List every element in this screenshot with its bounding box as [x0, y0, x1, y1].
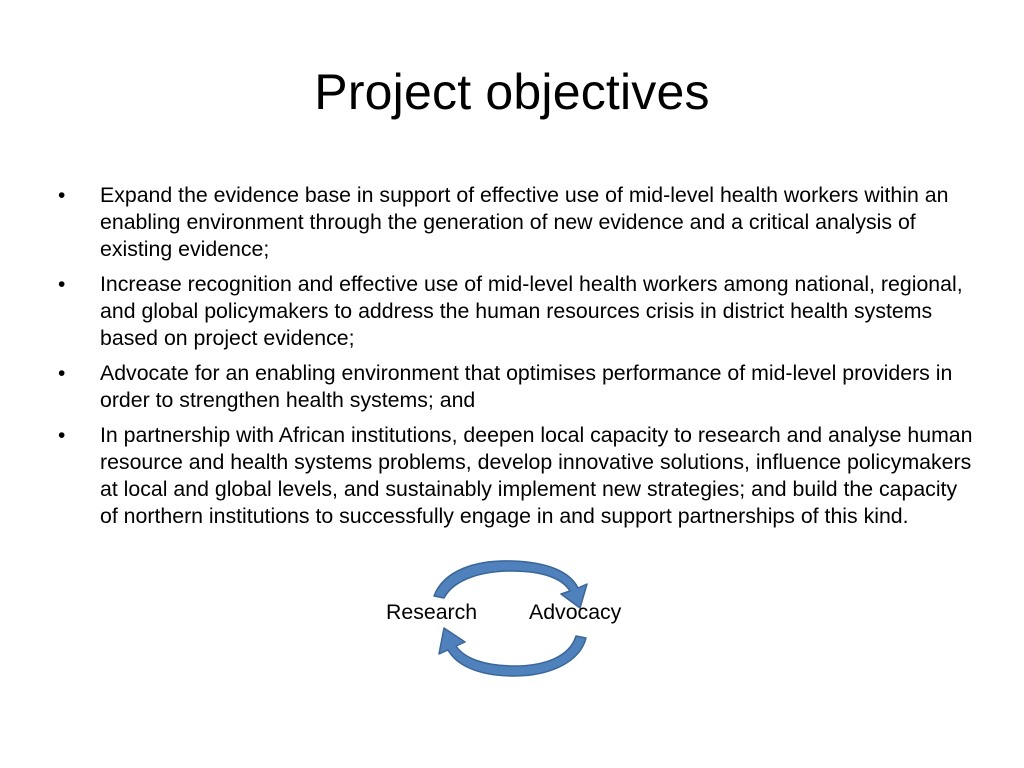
bullet-icon: • [58, 273, 66, 296]
advocacy-label: Advocacy [529, 600, 622, 624]
slide-title: Project objectives [314, 64, 710, 120]
list-item [56, 271, 976, 352]
bullet-icon: • [58, 184, 66, 207]
bullet-text: Increase recognition and effective use of mid-level health workers among national, regional, and global policymakers to address the human resources crisis in district health systems based on project evidence; [100, 272, 963, 350]
research-advocacy-cycle [380, 558, 650, 680]
bullet-icon: • [58, 424, 66, 447]
list-item [56, 422, 976, 530]
research-label: Research [386, 600, 478, 624]
bullet-icon: • [58, 362, 66, 385]
bullet-text: In partnership with African institutions, deepen local capacity to research and analyse human resource and health systems problems, develop innovative solutions, influence policymakers at local and global levels, and sustainably implement new strategies; and build the capacity of northern institutions to successfully engage in and support partnerships of this kind. [100, 423, 973, 528]
bullet-text: Expand the evidence base in support of effective use of mid-level health workers within an enabling environment through the generation of new evidence and a critical analysis of existing evidence; [100, 183, 949, 261]
list-item [56, 182, 976, 263]
list-item [56, 360, 976, 414]
bullet-text: Advocate for an enabling environment that optimises performance of mid-level providers in order to strengthen health systems; and [100, 361, 953, 412]
bottom-arc-arrow-icon [439, 628, 586, 676]
objectives-list [56, 182, 976, 538]
